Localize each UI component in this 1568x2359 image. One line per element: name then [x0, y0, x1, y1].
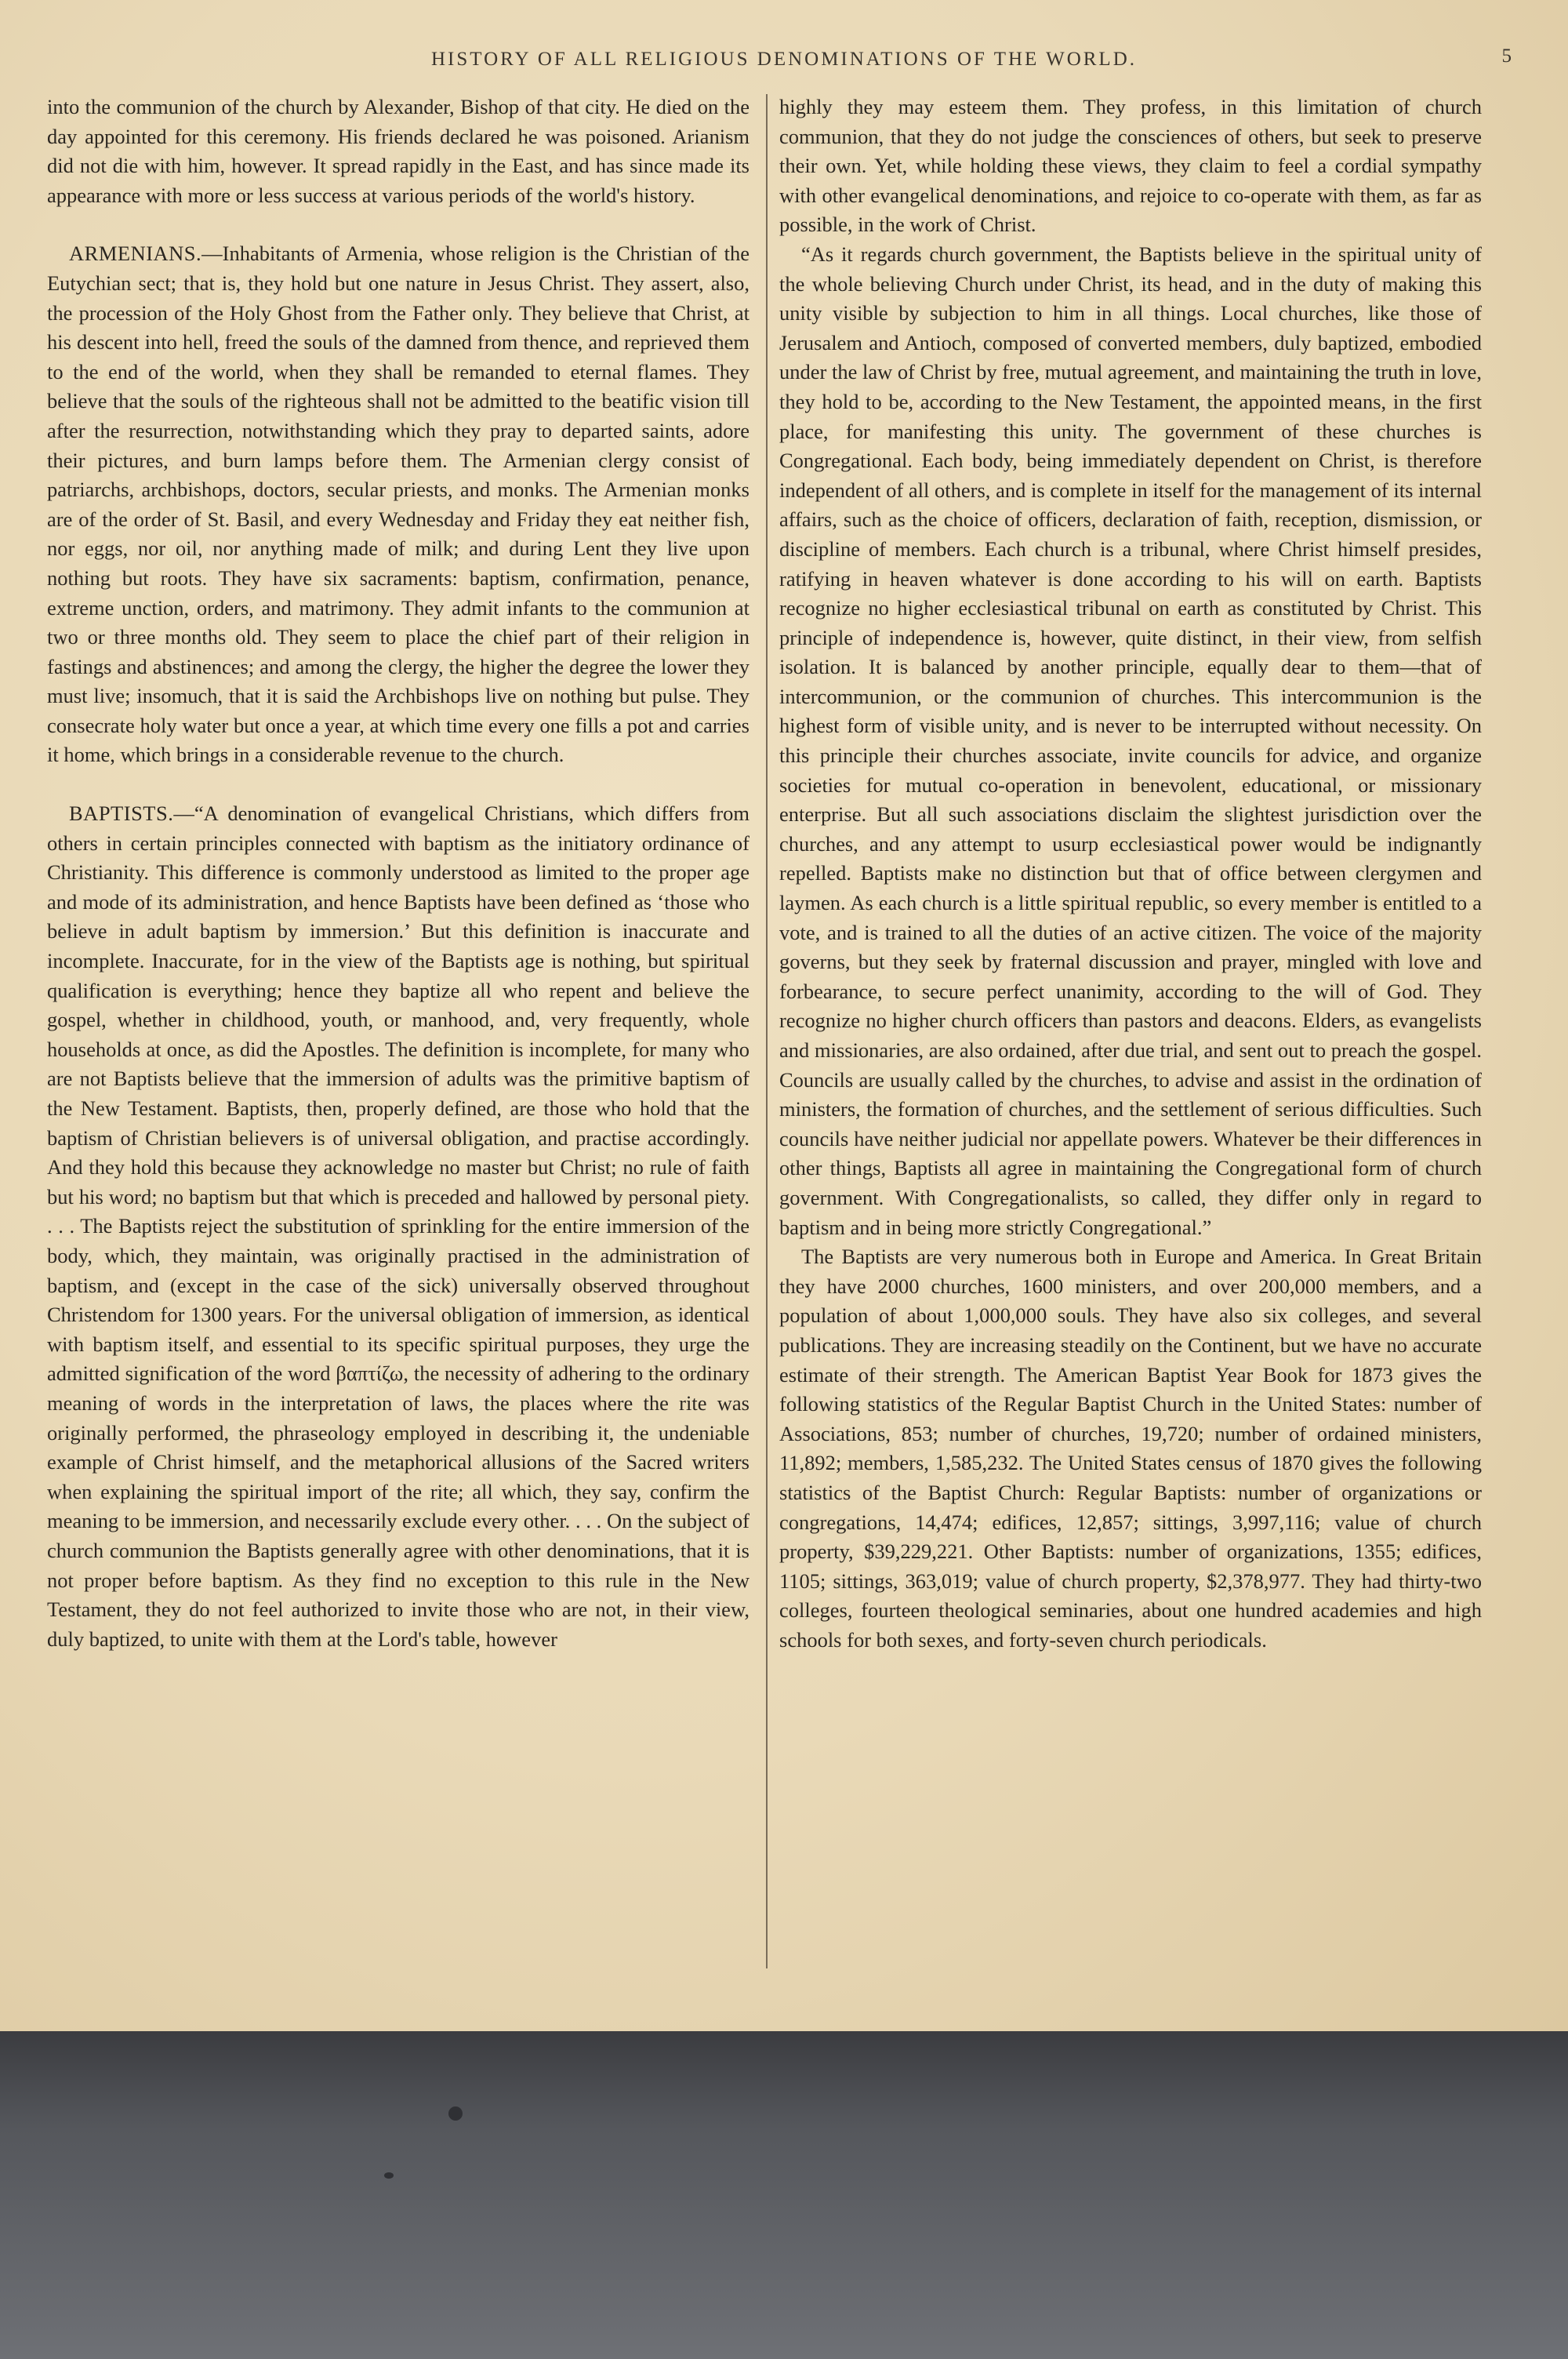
entry-heading-armenians: ARMENIANS. [69, 242, 202, 266]
entry-text-armenians: —Inhabitants of Armenia, whose religion is the Christian of the Eutychian sect; that is, they hold but one nature in Jesus Christ. They assert, also, the procession of the Holy Ghost from the Father only. They believe that Christ, at his descent into hell, freed the souls of the damned from thence, and reprieved them to the end of the world, when they shall be remanded to eternal flames. They believe that the souls of the righteous shall not be admitted to the beatific vision till after the resurrection, notwithstanding which they pray to departed saints, adore their pictures, and burn lamps before them. The Armenian clergy consist of patriarchs, archbishops, doctors, secular priests, and monks. The Armenian monks are of the order of St. Basil, and every Wednesday and Friday they eat neither fish, nor eggs, nor oil, nor anything made of milk; and during Lent they live upon nothing but roots. They have six sacraments: baptism, confirmation, penance, extreme unction, orders, and matrimony. They admit infants to the communion at two or three months old. They seem to place the chief part of their religion in fastings and abstinences; and among the clergy, the higher the degree the lower they must live; insomuch, that it is said the Archbishops live on nothing but pulse. They consecrate holy water but once a year, at which time every one fills a pot and carries it home, which brings in a considerable revenue to the church. [47, 242, 750, 767]
dust-spot [384, 2172, 394, 2179]
right-column [779, 93, 1482, 1655]
entry-armenians [47, 239, 750, 770]
paragraph-communion-continued: highly they may esteem them. They profess, in this limitation of church communion, that they do not judge the consciences of others, but seek to preserve their own. Yet, while holding these views, they claim to feel a cordial sympathy with other evangelical denominations, and rejoice to co-operate with them, as far as possible, in the work of Christ. [779, 95, 1482, 237]
entry-baptists [47, 799, 750, 1654]
left-column [47, 93, 750, 1654]
paragraph-baptist-statistics: The Baptists are very numerous both in Europe and America. In Great Britain they have 2000 churches, 1600 ministers, and over 200,000 members, and a population of about 1,000,000 souls. They have also six colleges, and several publications. They are increasing steadily on the Continent, but we have no accurate estimate of their strength. The American Baptist Year Book for 1873 gives the following statistics of the Regular Baptist Church in the United States: number of Associations, 853; number of churches, 19,720; number of ordained ministers, 11,892; members, 1,585,232. The United States census of 1870 gives the following statistics of the Baptist Church: Regular Baptists: number of organizations or congregations, 14,474; edifices, 12,857; sittings, 3,997,116; value of church property, $39,229,221. Other Baptists: number of organizations, 1355; edifices, 1105; sittings, 363,019; value of church property, $2,378,977. They had thirty-two colleges, fourteen theological seminaries, about one hundred academies and high schools for both sexes, and forty-seven church periodicals. [779, 1245, 1482, 1652]
dust-spot [448, 2106, 463, 2121]
column-divider [766, 94, 768, 1968]
paragraph-church-government: “As it regards church government, the Baptists believe in the spiritual unity of the whole believing Church under Christ, its head, and in the duty of making this unity visible by subjection to him in all things. Local churches, like those of Jerusalem and Antioch, composed of converted members, duly baptized, embodied under the law of Christ by free, mutual agreement, and maintaining the truth in love, they hold to be, according to the New Testament, the appointed means, in the first place, for manifesting this unity. The government of these churches is Congregational. Each body, being immediately dependent on Christ, is therefore independent of all others, and is complete in itself for the management of its internal affairs, such as the choice of officers, declaration of faith, reception, dismission, or discipline of members. Each church is a tribunal, where Christ himself presides, ratifying in heaven whatever is done according to his will on earth. Baptists recognize no higher ecclesiastical tribunal on earth as constituted by Christ. This principle of independence is, however, quite distinct, in their view, from selfish isolation. It is balanced by another principle, equally dear to them—that of intercommunion, or the communion of churches. This intercommunion is the highest form of visible unity, and is never to be interrupted without necessity. On this principle their churches associate, invite councils for advice, and organize societies for mutual co-operation in benevolent, educational, or missionary enterprise. But all such associations disclaim the slightest jurisdiction over the churches, and any attempt to usurp ecclesiastical power would be indignantly repelled. Baptists make no distinction but that of office between clergymen and laymen. As each church is a little spiritual republic, so every member is entitled to a vote, and is trained to all the duties of an active citizen. The voice of the majority governs, but they seek by fraternal discussion and prayer, mingled with love and forbearance, to secure perfect unanimity, according to the will of God. They recognize no higher church officers than pastors and deacons. Elders, as evangelists and missionaries, are also ordained, after due trial, and sent out to preach the gospel. Councils are usually called by the churches, to advise and assist in the ordination of ministers, the formation of churches, and the settlement of serious difficulties. Such councils have neither judicial nor appellate powers. Whatever be their differences in other things, Baptists all agree in maintaining the Congregational form of church government. With Congregationalists, so called, they differ only in regard to baptism and in being more strictly Congregational.” [779, 242, 1482, 1239]
entry-heading-baptists: BAPTISTS. [69, 801, 174, 826]
scanner-background [0, 2031, 1568, 2359]
entry-text-baptists: —“A denomination of evangelical Christians, which differs from others in certain principles connected with baptism as the initiatory ordinance of Christianity. This difference is commonly understood as limited to the proper age and mode of its administration, and hence Baptists have been defined as ‘those who believe in adult baptism by immersion.’ But this definition is inaccurate and incomplete. Inaccurate, for in the view of the Baptists age is nothing, but spiritual qualification is everything; hence they baptize all who repent and believe the gospel, whether in childhood, youth, or manhood, and, very frequently, whole households at once, as did the Apostles. The definition is incomplete, for many who are not Baptists believe that the immersion of adults was the primitive baptism of the New Testament. Baptists, then, properly defined, are those who hold that the baptism of Christian believers is of universal obligation, and practise accordingly. And they hold this because they acknowledge no master but Christ; no rule of faith but his word; no baptism but that which is preceded and hallowed by personal piety. . . . The Baptists reject the substitution of sprinkling for the entire immersion of the body, which, they maintain, was originally practised in the administration of baptism, and (except in the case of the sick) universally observed throughout Christendom for 1300 years. For the universal obligation of immersion, as identical with baptism itself, and essential to its specific spiritual purposes, they urge the admitted signification of the word βαπτίζω, the necessity of adhering to the ordinary meaning of words in the interpretation of laws, the places where the rite was originally performed, the phraseology employed in describing it, the undeniable example of Christ himself, and the metaphorical allusions of the Sacred writers when explaining the spiritual import of the rite; all which, they say, confirm the meaning to be immersion, and necessarily exclude every other. . . . On the subject of church communion the Baptists generally agree with other denominations, that it is not proper before baptism. As they find no exception to this rule in the New Testament, they do not feel authorized to invite those who are not, in their view, duly baptized, to unite with them at the Lord's table, however [47, 801, 750, 1651]
paragraph-arius-continued: into the communion of the church by Alexander, Bishop of that city. He died on the day appointed for this ceremony. His friends declared he was poisoned. Arianism did not die with him, however. It spread rapidly in the East, and has since made its appearance with more or less success at various periods of the world's history. [47, 95, 750, 207]
page-number: 5 [1501, 45, 1512, 67]
running-header: HISTORY OF ALL RELIGIOUS DENOMINATIONS OF THE WORLD. [431, 49, 1137, 70]
